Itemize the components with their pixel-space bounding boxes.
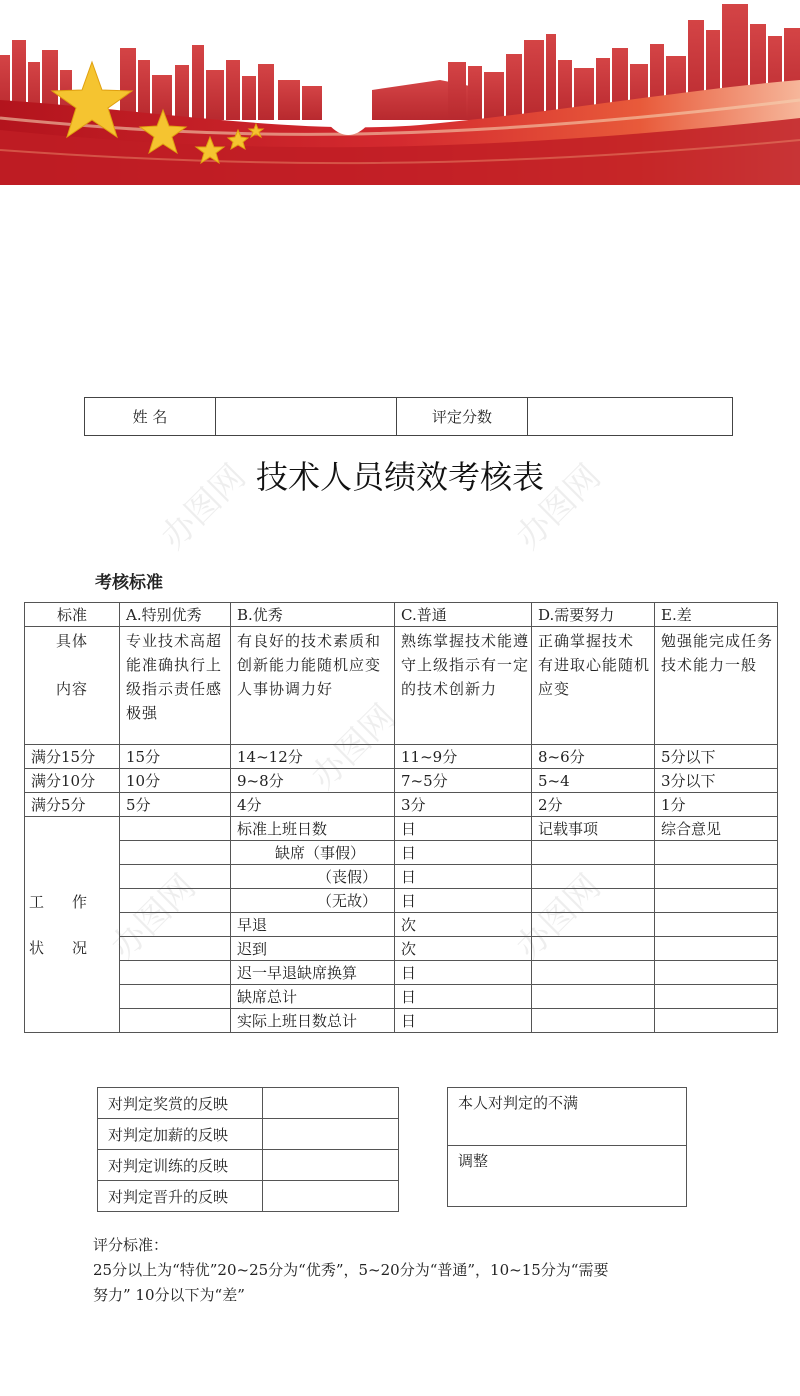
reflection-table: [97, 1087, 399, 1212]
work-note[interactable]: [532, 937, 655, 961]
work-unit: 日: [395, 817, 532, 841]
header-banner: [0, 0, 800, 185]
work-note[interactable]: [532, 1009, 655, 1033]
work-note[interactable]: [532, 961, 655, 985]
reflection-label: 对判定奖赏的反映: [98, 1088, 263, 1119]
work-unit: 次: [395, 937, 532, 961]
work-item: 迟一早退缺席换算: [231, 961, 395, 985]
score-cell: 1分: [655, 793, 778, 817]
score-row: [25, 769, 778, 793]
description-row: [25, 627, 778, 745]
description-cell: 专业技术高超 能准确执行上级指示责任感极强: [120, 627, 231, 745]
work-unit: 日: [395, 1009, 532, 1033]
dissatisfaction-field[interactable]: [448, 1088, 686, 1146]
reflection-label: 对判定晋升的反映: [98, 1181, 263, 1212]
description-cell: 勉强能完成任务 技术能力一般: [655, 627, 778, 745]
score-field[interactable]: [528, 398, 733, 436]
reflection-field[interactable]: [263, 1150, 399, 1181]
reflection-field[interactable]: [263, 1088, 399, 1119]
reflection-label: 对判定加薪的反映: [98, 1119, 263, 1150]
score-cell: 3分: [395, 793, 532, 817]
watermark: 办图网: [103, 866, 204, 968]
work-opinion[interactable]: [655, 961, 778, 985]
reflection-field[interactable]: [263, 1181, 399, 1212]
score-cell: 4分: [231, 793, 395, 817]
section-label: 考核标准: [95, 573, 163, 593]
work-cell[interactable]: [120, 841, 231, 865]
header-cell: A.特别优秀: [120, 603, 231, 627]
dissatisfaction-label: 本人对判定的不满: [458, 1094, 579, 1112]
work-opinion[interactable]: [655, 913, 778, 937]
score-label: 评定分数: [397, 398, 528, 436]
reflection-label: 对判定训练的反映: [98, 1150, 263, 1181]
watermark: 办图网: [303, 696, 404, 798]
work-opinion[interactable]: [655, 937, 778, 961]
info-table: [84, 397, 733, 436]
work-cell[interactable]: [120, 913, 231, 937]
work-cell[interactable]: [120, 985, 231, 1009]
description-cell: 有良好的技术素质和创新能力能随机应变人事协调力好: [231, 627, 395, 745]
work-item: 迟到: [231, 937, 395, 961]
work-row: [25, 913, 778, 937]
work-row: [25, 1009, 778, 1033]
score-row: [25, 793, 778, 817]
work-note[interactable]: [532, 841, 655, 865]
work-row: [25, 889, 778, 913]
description-cell: 熟练掌握技术能遵守上级指示有一定的技术创新力: [395, 627, 532, 745]
work-label-line1: 工作: [28, 892, 115, 911]
header-cell: E.差: [655, 603, 778, 627]
score-cell: 3分以下: [655, 769, 778, 793]
adjustment-label: 调整: [458, 1152, 489, 1170]
work-cell[interactable]: [120, 865, 231, 889]
work-item: （丧假）: [231, 865, 395, 889]
score-cell: 14~12分: [231, 745, 395, 769]
score-cell: 2分: [532, 793, 655, 817]
page-title: 技术人员绩效考核表: [255, 458, 544, 496]
work-opinion[interactable]: [655, 1009, 778, 1033]
header-cell: 标准: [25, 603, 120, 627]
name-field[interactable]: [216, 398, 397, 436]
name-label: 姓 名: [85, 398, 216, 436]
work-item: 缺席总计: [231, 985, 395, 1009]
description-cell: 正确掌握技术 有进取心能随机应变: [532, 627, 655, 745]
header-cell: C.普通: [395, 603, 532, 627]
work-unit: 日: [395, 889, 532, 913]
work-row: [25, 865, 778, 889]
scoring-line: 努力” 10分以下为“差”: [93, 1286, 245, 1304]
work-row: [25, 937, 778, 961]
work-unit: 日: [395, 865, 532, 889]
work-item: （无故）: [231, 889, 395, 913]
header-cell: D.需要努力: [532, 603, 655, 627]
adjustment-field[interactable]: [448, 1146, 686, 1171]
score-cell: 8~6分: [532, 745, 655, 769]
work-unit: 日: [395, 985, 532, 1009]
scoring-line: 25分以上为“特优”20~25分为“优秀”，5~20分为“普通”，10~15分为“需要: [93, 1261, 609, 1279]
criteria-table: [24, 602, 778, 1033]
work-item: 缺席（事假）: [231, 841, 395, 865]
work-note: 记载事项: [532, 817, 655, 841]
work-label-line2: 状况: [28, 938, 115, 957]
scoring-label: 评分标准：: [93, 1236, 169, 1254]
work-note[interactable]: [532, 985, 655, 1009]
watermark: 办图网: [153, 456, 254, 558]
score-row-label: 满分10分: [25, 769, 120, 793]
work-row: [25, 817, 778, 841]
score-row: [25, 745, 778, 769]
reflection-row: [98, 1150, 399, 1181]
work-item: 早退: [231, 913, 395, 937]
score-cell: 5~4: [532, 769, 655, 793]
work-status-label: [25, 817, 120, 1033]
score-row-label: 满分15分: [25, 745, 120, 769]
work-cell[interactable]: [120, 1009, 231, 1033]
work-note[interactable]: [532, 889, 655, 913]
score-cell: 15分: [120, 745, 231, 769]
dissatisfaction-box: [447, 1087, 687, 1207]
header-cell: B.优秀: [231, 603, 395, 627]
reflection-row: [98, 1088, 399, 1119]
watermark: 办图网: [508, 456, 609, 558]
work-opinion[interactable]: [655, 865, 778, 889]
score-cell: 5分: [120, 793, 231, 817]
work-opinion: 综合意见: [655, 817, 778, 841]
work-unit: 日: [395, 961, 532, 985]
work-cell[interactable]: [120, 889, 231, 913]
score-cell: 5分以下: [655, 745, 778, 769]
work-item: 标准上班日数: [231, 817, 395, 841]
work-cell[interactable]: [120, 961, 231, 985]
watermark: 办图网: [508, 866, 609, 968]
work-cell[interactable]: [120, 937, 231, 961]
work-unit: 日: [395, 841, 532, 865]
work-item: 实际上班日数总计: [231, 1009, 395, 1033]
work-row: [25, 985, 778, 1009]
reflection-row: [98, 1119, 399, 1150]
work-cell[interactable]: [120, 817, 231, 841]
score-row-label: 满分5分: [25, 793, 120, 817]
work-opinion[interactable]: [655, 889, 778, 913]
score-cell: 9~8分: [231, 769, 395, 793]
table-header-row: [25, 603, 778, 627]
score-cell: 11~9分: [395, 745, 532, 769]
content-label: 具体 内容: [25, 627, 120, 745]
score-cell: 7~5分: [395, 769, 532, 793]
work-note[interactable]: [532, 865, 655, 889]
work-row: [25, 841, 778, 865]
scoring-criteria: [93, 1233, 743, 1308]
reflection-field[interactable]: [263, 1119, 399, 1150]
work-unit: 次: [395, 913, 532, 937]
work-row: [25, 961, 778, 985]
work-note[interactable]: [532, 913, 655, 937]
score-cell: 10分: [120, 769, 231, 793]
reflection-row: [98, 1181, 399, 1212]
work-opinion[interactable]: [655, 985, 778, 1009]
work-opinion[interactable]: [655, 841, 778, 865]
